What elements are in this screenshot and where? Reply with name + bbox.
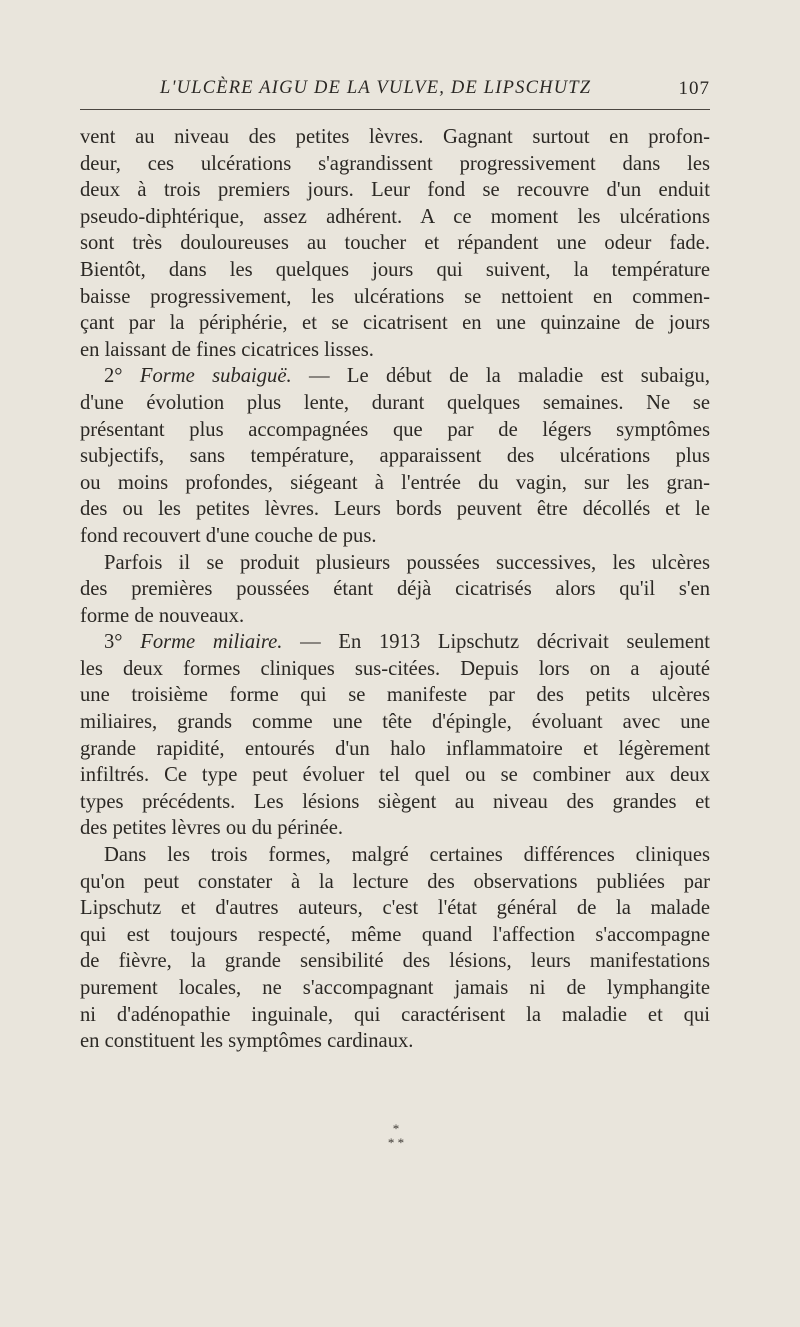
section-title: Forme miliaire. <box>140 631 283 654</box>
section-ornament <box>360 1122 432 1150</box>
text-line: des premières poussées étant déjà cicatrisés alors qu'il s'en <box>80 578 710 601</box>
text-line: en laissant de fines cicatrices lisses. <box>80 338 374 361</box>
text-line: des petites lèvres ou du périnée. <box>80 817 344 840</box>
text-line: les deux formes cliniques sus-citées. Depuis lors on a ajouté <box>80 657 710 680</box>
text-line: en constituent les symptômes cardinaux. <box>80 1030 414 1053</box>
text-line: présentant plus accompagnées que par de légers symptômes <box>80 418 710 441</box>
text-line: deur, ces ulcérations s'agrandissent progressivement dans les <box>80 152 710 175</box>
text-line: purement locales, ne s'accompagnant jamais ni de lymphangite <box>80 977 710 999</box>
header-rule <box>80 109 710 110</box>
text-line: fond recouvert d'une couche de pus. <box>80 524 377 547</box>
text-line: miliaires, grands comme une tête d'épingle, évoluant avec une <box>80 711 710 734</box>
text-line: vent au niveau des petites lèvres. Gagnant surtout en profon- <box>80 126 710 148</box>
text-line: Dans les trois formes, malgré certaines différences cliniques <box>104 844 710 867</box>
text-line: ou moins profondes, siégeant à l'entrée du vagin, sur les gran- <box>80 471 710 494</box>
text-line: grande rapidité, entourés d'un halo inflammatoire et légèrement <box>80 737 710 760</box>
section-lead-text: — En 1913 Lipschutz décrivait seulement <box>282 631 710 654</box>
section-number: 2° <box>104 365 123 388</box>
text-line: Lipschutz et d'autres auteurs, c'est l'état général de la malade <box>80 897 710 920</box>
section-title: Forme subaiguë. <box>139 365 292 388</box>
page-number: 107 <box>678 78 710 99</box>
text-line: qui est toujours respecté, même quand l'affection s'accompagne <box>80 923 710 946</box>
text-line: d'une évolution plus lente, durant quelques semaines. Ne se <box>80 391 710 414</box>
section-heading-line <box>80 629 710 656</box>
body-text <box>80 124 710 1055</box>
section-heading-line <box>80 363 710 390</box>
running-head <box>80 78 710 108</box>
section-lead-text: — Le début de la maladie est subaigu, <box>291 365 711 388</box>
text-line: deux à trois premiers jours. Leur fond se recouvre d'un enduit <box>80 179 710 202</box>
text-line: une troisième forme qui se manifeste par des petits ulcères <box>80 684 710 707</box>
text-line: Bientôt, dans les quelques jours qui suivent, la température <box>80 258 710 281</box>
text-line: çant par la périphérie, et se cicatrisent en une quinzaine de jours <box>80 312 710 335</box>
text-line: baisse progressivement, les ulcérations se nettoient en commen- <box>80 285 710 308</box>
text-line: de fièvre, la grande sensibilité des lésions, leurs manifestations <box>80 950 710 973</box>
text-line: ni d'adénopathie inguinale, qui caractérisent la maladie et qui <box>80 1003 710 1026</box>
text-line: forme de nouveaux. <box>80 604 245 627</box>
section-number: 3° <box>104 631 123 654</box>
text-line: types précédents. Les lésions siègent au niveau des grandes et <box>80 790 710 813</box>
text-line: Parfois il se produit plusieurs poussées successives, les ulcères <box>104 551 710 574</box>
text-line: infiltrés. Ce type peut évoluer tel quel ou se combiner aux deux <box>80 764 710 787</box>
running-title: L'ULCÈRE AIGU DE LA VULVE, DE LIPSCHUTZ <box>160 78 592 98</box>
ornament-top-asterisk: * <box>392 1121 400 1136</box>
text-line: pseudo-diphtérique, assez adhérent. A ce moment les ulcérations <box>80 205 710 228</box>
text-line: sont très douloureuses au toucher et répandent une odeur fade. <box>80 232 710 255</box>
text-line: des ou les petites lèvres. Leurs bords peuvent être décollés et le <box>80 498 710 521</box>
ornament-bottom-asterisks: * * <box>387 1135 405 1150</box>
text-line: qu'on peut constater à la lecture des observations publiées par <box>80 870 710 893</box>
text-line: subjectifs, sans température, apparaissent des ulcérations plus <box>80 445 710 468</box>
